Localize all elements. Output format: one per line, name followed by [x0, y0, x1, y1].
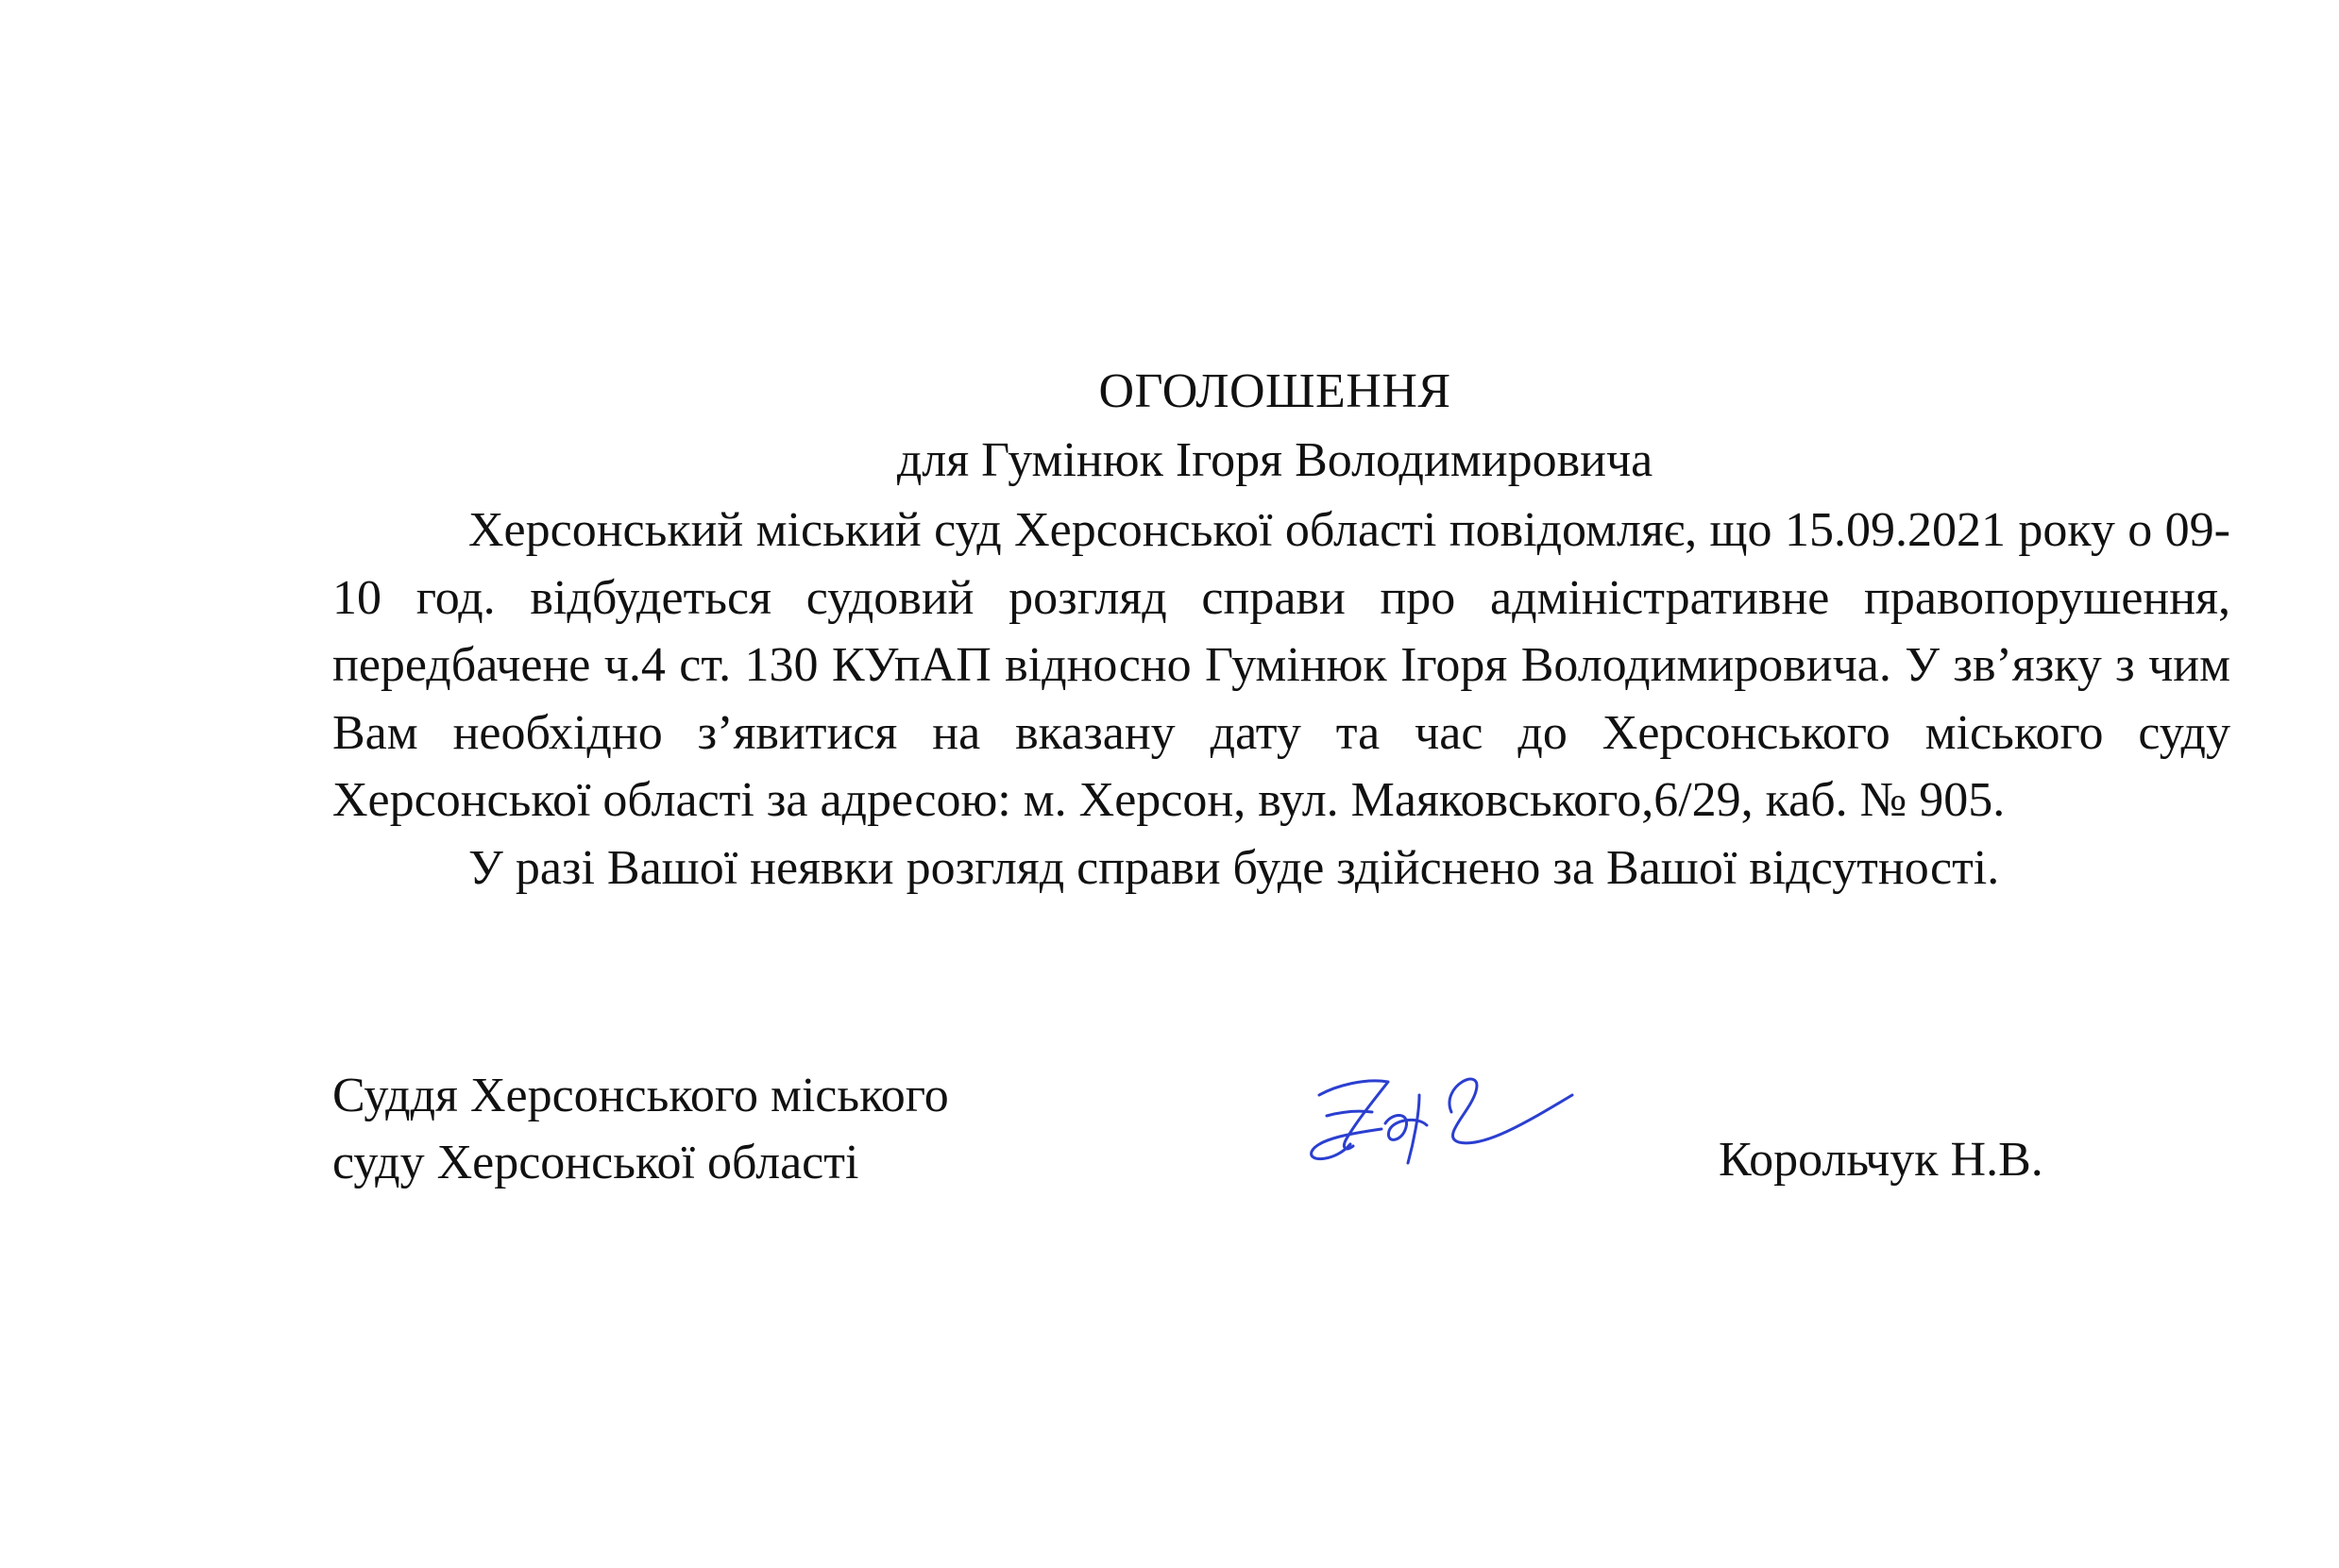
signer-position — [332, 1062, 949, 1196]
handwritten-signature-icon — [1298, 1057, 1582, 1180]
notice-title: ОГОЛОШЕННЯ — [1098, 364, 1451, 418]
signer-position-line-1: Суддя Херсонського міського — [332, 1069, 949, 1122]
notice-paragraph-absence: У разі Вашої неявки розгляд справи буде здійснено за Вашої відсутності. — [468, 840, 2000, 895]
judge-name: Корольчук Н.В. — [1719, 1133, 2043, 1187]
notice-body — [332, 497, 2230, 902]
notice-addressee: для Гумінюк Ігоря Володимировича — [896, 433, 1653, 487]
signer-position-line-2: суду Херсонської області — [332, 1136, 859, 1189]
notice-paragraph-main: Херсонський міський суд Херсонської області повідомляє, що 15.09.2021 року о 09-10 год. відбудеться судовий розгляд справи про адміністративне правопорушення, передбачене ч.4 ст. 130 КУпАП відносно Гумінюк Ігоря Володимировича. У зв’язку з чим Вам необхідно з’явитися на вказану дату та час до Херсонського міського суду Херсонської області за адресою: м. Херсон, вул. Маяковського,6/29, каб. № 905. — [332, 503, 2230, 827]
